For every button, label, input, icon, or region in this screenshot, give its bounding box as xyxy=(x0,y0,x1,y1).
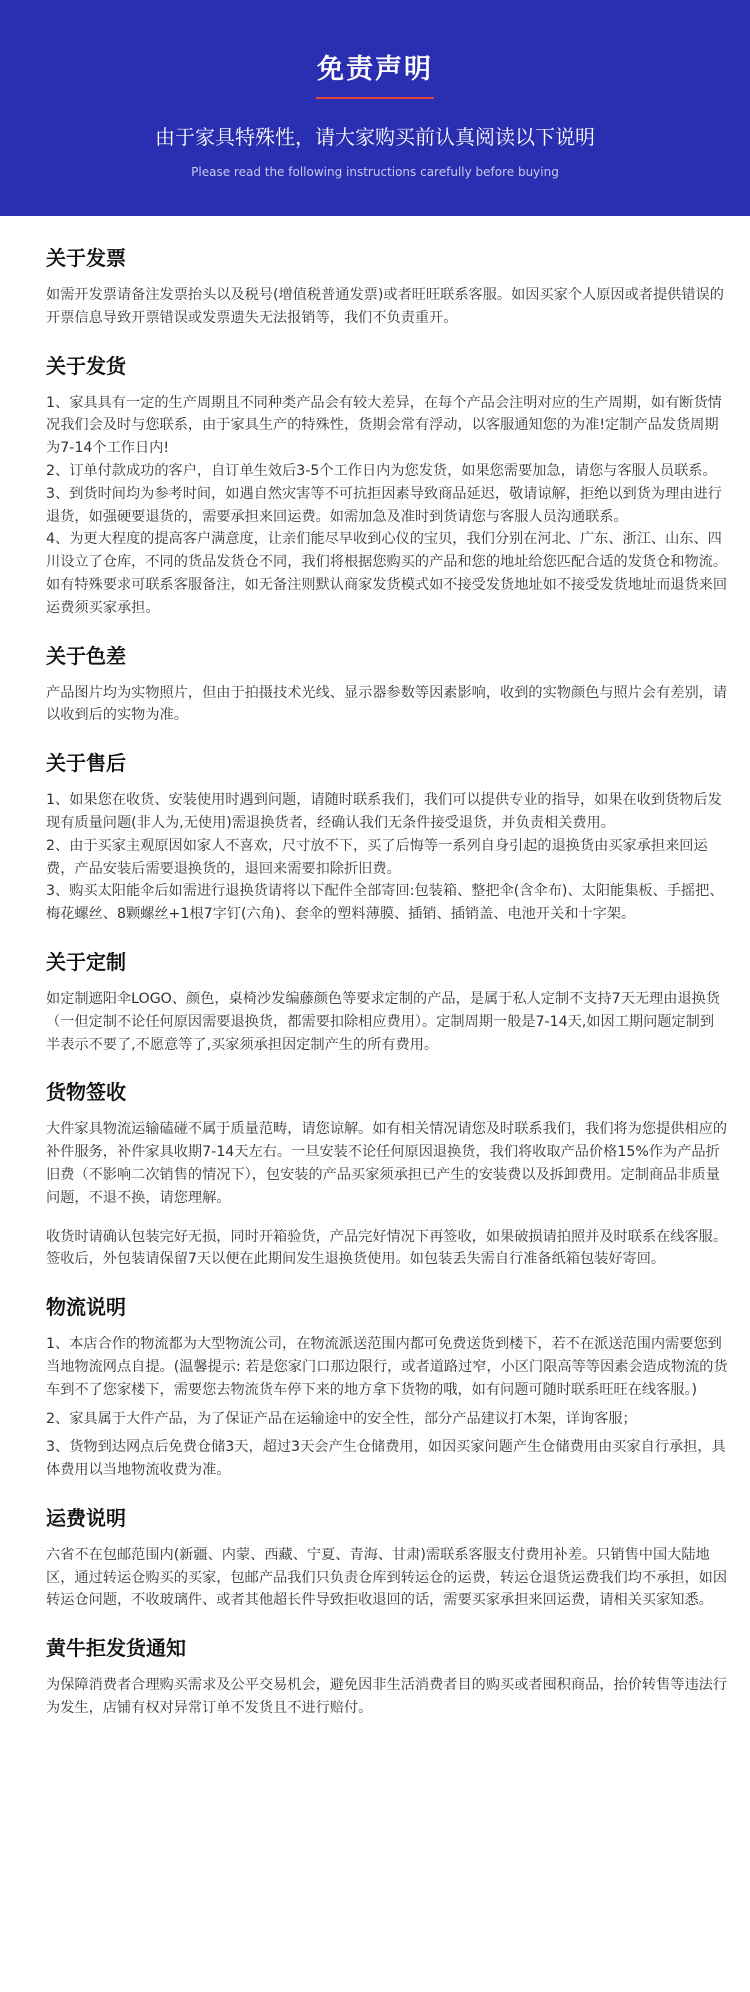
section-paragraph: 2、由于买家主观原因如家人不喜欢，尺寸放不下，买了后悔等一系列自身引起的退换货由买家承担来回运费，产品安装后需要退换货的，退回来需要扣除折旧费。 xyxy=(46,837,708,877)
section-scalper-notice xyxy=(46,1634,728,1720)
section-title: 关于售后 xyxy=(46,751,126,776)
section-title: 黄牛拒发货通知 xyxy=(46,1636,186,1661)
section-paragraph: 2、家具属于大件产品，为了保证产品在运输途中的安全性，部分产品建议打木架，详询客服； xyxy=(46,1410,637,1427)
section-paragraph: 1、如果您在收货、安装使用时遇到问题，请随时联系我们，我们可以提供专业的指导，如果在收到货物后发现有质量问题(非人为,无使用)需退换货者，经确认我们无条件接受退货，并负责相关费用。 xyxy=(46,792,722,831)
section-paragraph: 3、货物到达网点后免费仓储3天，超过3天会产生仓储费用，如因买家问题产生仓储费用由买家自行承担，具体费用以当地物流收费为准。 xyxy=(46,1439,726,1479)
section-shipping xyxy=(46,352,728,620)
section-paragraph: 1、家具具有一定的生产周期且不同种类产品会有较大差异，在每个产品会注明对应的生产周期，如有断货情况我们会及时与您联系，由于家具生产的特殊性，货期会常有浮动，以客服通知您的为准!定制产品发货周期为7-14个工作日内! xyxy=(46,394,722,457)
header-banner xyxy=(0,0,750,216)
section-paragraph: 4、为更大程度的提高客户满意度，让亲们能尽早收到心仪的宝贝，我们分别在河北、广东、浙江、山东、四川设立了仓库，不同的货品发货仓不同，我们将根据您购买的产品和您的地址给您匹配合适的发货仓和物流。如有特殊要求可联系客服备注，如无备注则默认商家发货模式如不接受发货地址如不接受发货地址而退货来回运费须买家承担。 xyxy=(46,531,728,616)
section-paragraph: 收货时请确认包装完好无损，同时开箱验货，产品完好情况下再签收，如果破损请拍照并及时联系在线客服。签收后，外包装请保留7天以便在此期间发生退换货使用。如包装丢失需自行准备纸箱包装好寄回。 xyxy=(46,1228,728,1268)
title-divider xyxy=(316,97,434,99)
section-paragraph: 3、购买太阳能伞后如需进行退换货请将以下配件全部寄回:包装箱、整把伞(含伞布)、太阳能集板、手摇把、梅花螺丝、8颗螺丝+1根7字钉(六角)、套伞的塑料薄膜、插销、插销盖、电池开关和十字架。 xyxy=(46,883,724,923)
page-title: 免责声明 xyxy=(317,54,433,85)
page-subtitle-english: Please read the following instructions carefully before buying xyxy=(191,165,559,179)
section-paragraph: 1、本店合作的物流都为大型物流公司，在物流派送范围内都可免费送货到楼下，若不在派送范围内需要您到当地物流网点自提。(温馨提示: 若是您家门口那边限行，或者道路过窄，小区门限高等等因素会造成物流的货车到不了您家楼下，需要您去物流货车停下来的地方拿下货物的哦，如有问题可随时联系旺旺在线客服。) xyxy=(46,1336,728,1398)
section-delivery-receipt xyxy=(46,1078,728,1271)
section-title: 运费说明 xyxy=(46,1505,126,1530)
section-paragraph: 2、订单付款成功的客户，自订单生效后3-5个工作日内为您发货，如果您需要加急，请您与客服人员联系。 xyxy=(46,462,717,479)
section-shipping-fee xyxy=(46,1504,728,1612)
section-customization xyxy=(46,948,728,1056)
section-title: 关于定制 xyxy=(46,949,126,974)
section-paragraph: 产品图片均为实物照片，但由于拍摄技术光线、显示器参数等因素影响，收到的实物颜色与照片会有差别，请以收到后的实物为准。 xyxy=(46,684,728,724)
section-paragraph: 3、到货时间均为参考时间，如遇自然灾害等不可抗拒因素导致商品延迟，敬请谅解，拒绝以到货为理由进行退货，如强硬要退货的，需要承担来回运费。如需加急及准时到货请您与客服人员沟通联系。 xyxy=(46,485,722,525)
section-title: 货物签收 xyxy=(46,1080,126,1105)
page-subtitle: 由于家具特殊性，请大家购买前认真阅读以下说明 xyxy=(155,125,595,149)
section-title: 物流说明 xyxy=(46,1295,126,1320)
disclaimer-content xyxy=(0,216,750,1720)
section-invoice xyxy=(46,244,728,330)
section-paragraph: 如定制遮阳伞LOGO、颜色，桌椅沙发编藤颜色等要求定制的产品，是属于私人定制不支持7天无理由退换货（一但定制不论任何原因需要退换货，都需要扣除相应费用）。定制周期一般是7-14天,如因工期问题定制到半表示不要了,不愿意等了,买家须承担因定制产生的所有费用。 xyxy=(46,990,721,1053)
section-title: 关于色差 xyxy=(46,643,126,668)
section-color-difference xyxy=(46,642,728,728)
section-paragraph: 大件家具物流运输磕碰不属于质量范畴，请您谅解。如有相关情况请您及时联系我们，我们将为您提供相应的补件服务，补件家具收期7-14天左右。一旦安装不论任何原因退换货，我们将收取产品价格15%作为产品折旧费（不影响二次销售的情况下），包安装的产品买家须承担已产生的安装费以及拆卸费用。定制商品非质量问题，不退不换，请您理解。 xyxy=(46,1121,728,1206)
section-paragraph: 六省不在包邮范围内(新疆、内蒙、西藏、宁夏、青海、甘肃)需联系客服支付费用补差。只销售中国大陆地区，通过转运仓购买的买家，包邮产品我们只负责仓库到转运仓的运费，转运仓退货运费我们均不承担，如因转运仓问题，不收玻璃件、或者其他超长件导致拒收退回的话，需要买家承担来回运费，请相关买家知悉。 xyxy=(46,1546,728,1609)
section-title: 关于发票 xyxy=(46,246,126,270)
section-logistics xyxy=(46,1293,728,1482)
section-paragraph: 如需开发票请备注发票抬头以及税号(增值税普通发票)或者旺旺联系客服。如因买家个人原因或者提供错误的开票信息导致开票错误或发票遗失无法报销等，我们不负责重开。 xyxy=(46,287,724,326)
section-after-sales xyxy=(46,749,728,926)
section-title: 关于发货 xyxy=(46,353,126,378)
section-paragraph: 为保障消费者合理购买需求及公平交易机会，避免因非生活消费者目的购买或者囤积商品，抬价转售等违法行为发生，店铺有权对异常订单不发货且不进行赔付。 xyxy=(46,1677,728,1717)
